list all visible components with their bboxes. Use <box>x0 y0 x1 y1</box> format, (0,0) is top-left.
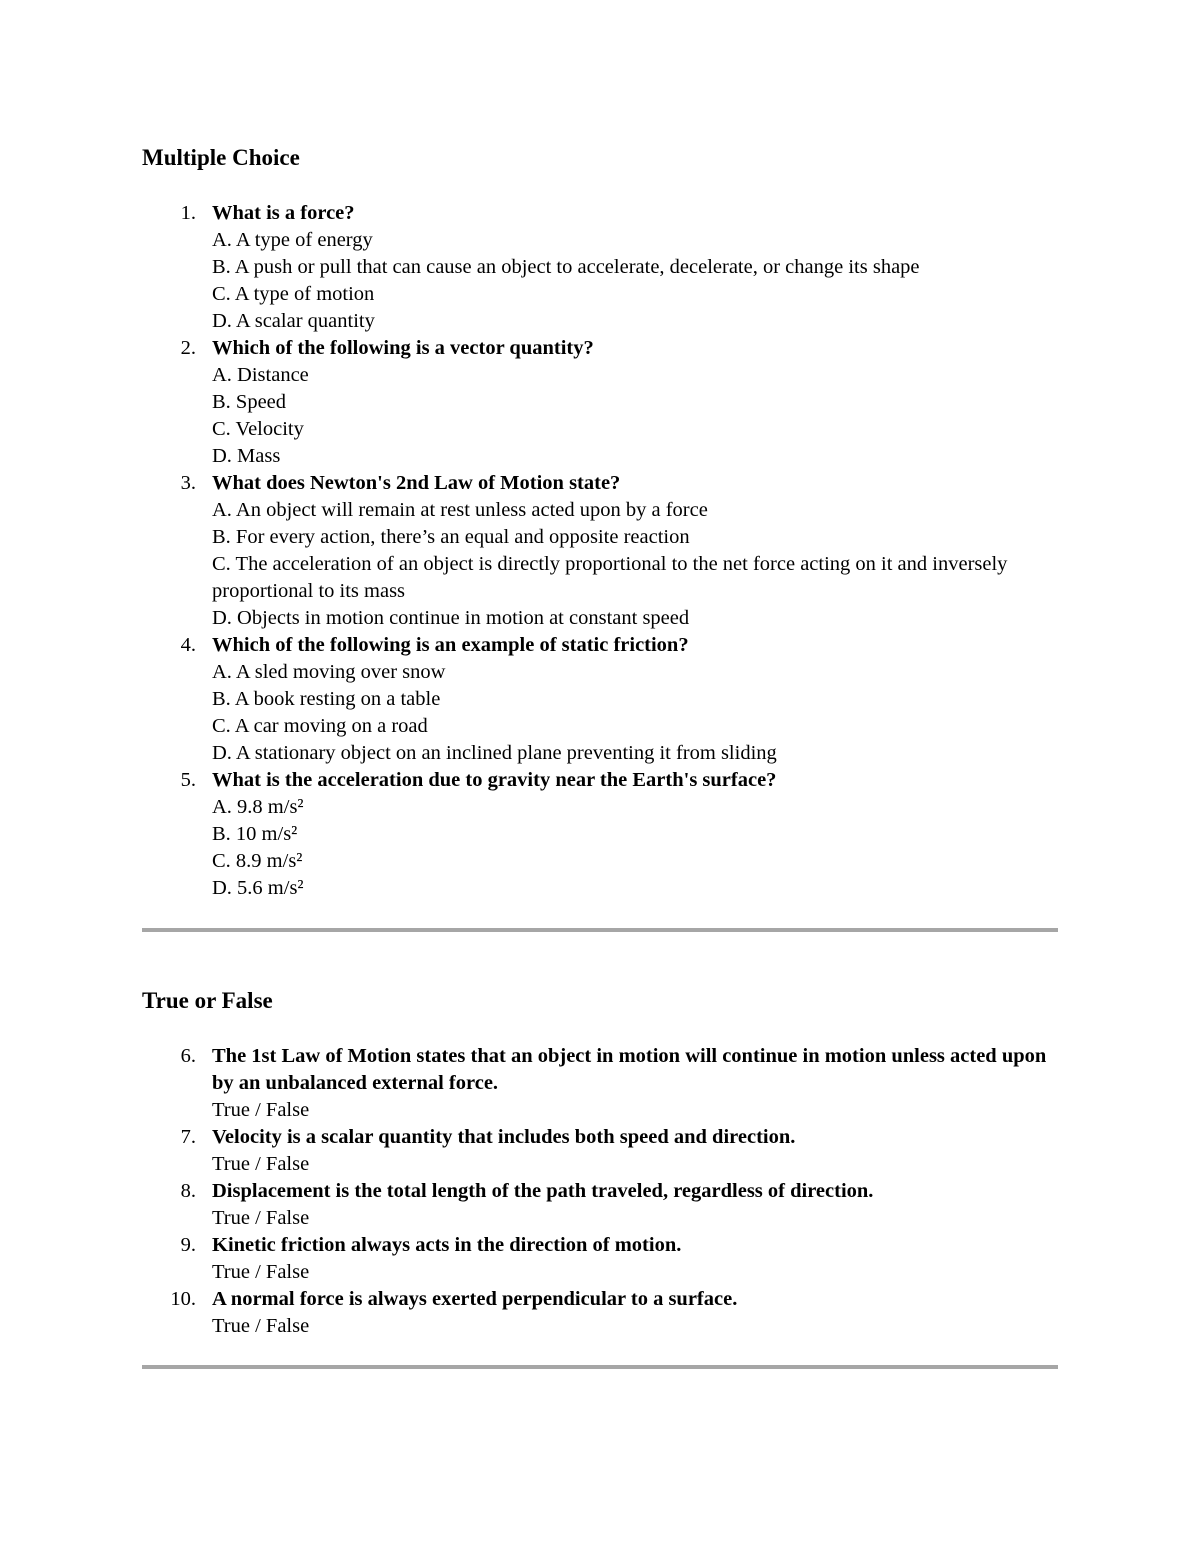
question-item <box>142 1286 1058 1340</box>
section-divider <box>142 928 1058 932</box>
question-text: Which of the following is a vector quantity? <box>212 337 594 359</box>
question-text: Kinetic friction always acts in the direction of motion. <box>212 1234 682 1256</box>
true-false-choice: True / False <box>212 1099 310 1121</box>
answer-option: A. A sled moving over snow <box>212 661 446 683</box>
true-false-choice: True / False <box>212 1261 310 1283</box>
question-item <box>142 1043 1058 1124</box>
question-text: Displacement is the total length of the path traveled, regardless of direction. <box>212 1180 874 1202</box>
question-text: What is a force? <box>212 202 355 224</box>
multiple-choice-heading: Multiple Choice <box>142 145 300 170</box>
answer-option: C. A car moving on a road <box>212 715 428 737</box>
question-item <box>142 335 1058 470</box>
question-item <box>142 1232 1058 1286</box>
answer-option: A. 9.8 m/s² <box>212 796 304 818</box>
question-item <box>142 200 1058 335</box>
answer-option: C. 8.9 m/s² <box>212 850 303 872</box>
question-number: 3. <box>180 472 196 494</box>
true-false-heading: True or False <box>142 988 273 1013</box>
true-false-choice: True / False <box>212 1207 310 1229</box>
question-number: 10. <box>170 1288 196 1310</box>
true-false-list <box>142 1043 1058 1340</box>
answer-option: C. A type of motion <box>212 283 375 305</box>
answer-option: B. A push or pull that can cause an object to accelerate, decelerate, or change its shape <box>212 256 920 278</box>
question-number: 4. <box>180 634 196 656</box>
question-text: A normal force is always exerted perpendicular to a surface. <box>212 1288 738 1310</box>
question-item <box>142 1178 1058 1232</box>
answer-option: A. An object will remain at rest unless acted upon by a force <box>212 499 708 521</box>
answer-option: D. Objects in motion continue in motion at constant speed <box>212 607 690 629</box>
answer-option: A. Distance <box>212 364 309 386</box>
question-text: Which of the following is an example of static friction? <box>212 634 689 656</box>
question-text: The 1st Law of Motion states that an object in motion will continue in motion unless acted upon by an unbalanced external force. <box>212 1045 1047 1094</box>
question-number: 7. <box>180 1126 196 1148</box>
answer-option: D. A scalar quantity <box>212 310 375 332</box>
answer-option: D. 5.6 m/s² <box>212 877 304 899</box>
answer-option: C. The acceleration of an object is directly proportional to the net force acting on it and inversely proportional to its mass <box>212 553 1008 602</box>
answer-option: C. Velocity <box>212 418 304 440</box>
multiple-choice-list <box>142 200 1058 902</box>
answer-option: B. 10 m/s² <box>212 823 298 845</box>
answer-option: D. Mass <box>212 445 281 467</box>
question-item <box>142 470 1058 632</box>
question-number: 9. <box>180 1234 196 1256</box>
answer-option: A. A type of energy <box>212 229 373 251</box>
answer-option: B. Speed <box>212 391 287 413</box>
question-number: 1. <box>180 202 196 224</box>
question-item <box>142 767 1058 902</box>
section-divider <box>142 1365 1058 1369</box>
answer-option: D. A stationary object on an inclined plane preventing it from sliding <box>212 742 777 764</box>
question-number: 8. <box>180 1180 196 1202</box>
true-false-choice: True / False <box>212 1315 310 1337</box>
question-item <box>142 632 1058 767</box>
question-number: 6. <box>180 1045 196 1067</box>
question-number: 2. <box>180 337 196 359</box>
question-text: Velocity is a scalar quantity that includes both speed and direction. <box>212 1126 796 1148</box>
true-false-choice: True / False <box>212 1153 310 1175</box>
answer-option: B. A book resting on a table <box>212 688 441 710</box>
answer-option: B. For every action, there’s an equal and opposite reaction <box>212 526 690 548</box>
question-number: 5. <box>180 769 196 791</box>
question-item <box>142 1124 1058 1178</box>
question-text: What is the acceleration due to gravity near the Earth's surface? <box>212 769 777 791</box>
question-text: What does Newton's 2nd Law of Motion state? <box>212 472 621 494</box>
